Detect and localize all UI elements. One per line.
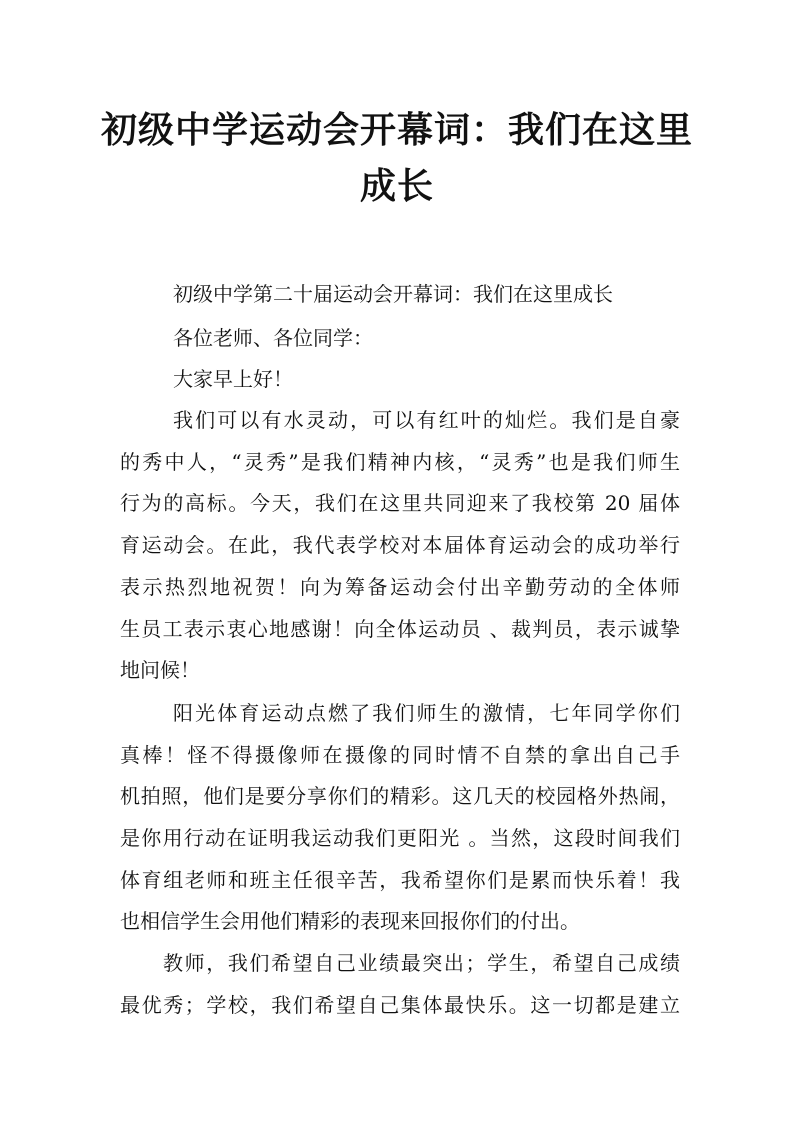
- greeting-line: 大家早上好！: [173, 367, 293, 391]
- paragraph-1-line-6: 生员工表示衷心地感谢！向全体运动员 、裁判员，表示诚挚: [120, 617, 680, 641]
- paragraph-3-line-1: 教师，我们希望自己业绩最突出；学生，希望自己成绩: [163, 951, 680, 975]
- document-title-line-1: 初级中学运动会开幕词：我们在这里: [100, 109, 693, 151]
- paragraph-2-line-4: 是你用行动在证明我运动我们更阳光 。当然，这段时间我们: [120, 826, 680, 850]
- salutation-line: 各位老师、各位同学：: [173, 326, 373, 350]
- paragraph-2-line-1: 阳光体育运动点燃了我们师生的激情，七年同学你们: [173, 701, 680, 725]
- paragraph-2-line-2: 真棒！怪不得摄像师在摄像的同时情不自禁的拿出自己手: [120, 743, 680, 767]
- paragraph-2-line-6: 也相信学生会用他们精彩的表现来回报你们的付出。: [120, 909, 580, 933]
- paragraph-2-line-3: 机拍照，他们是要分享你们的精彩。这几天的校园格外热闹，: [120, 784, 680, 808]
- document-title-line-2: 成长: [359, 165, 434, 207]
- paragraph-1-line-5: 表示热烈地祝贺！向为筹备运动会付出辛勤劳动的全体师: [120, 575, 680, 599]
- paragraph-1-line-4: 育运动会。在此，我代表学校对本届体育运动会的成功举行: [120, 533, 680, 557]
- subtitle-line: 初级中学第二十届运动会开幕词：我们在这里成长: [173, 282, 613, 306]
- paragraph-1-line-2: 的秀中人，“灵秀”是我们精神内核，“灵秀”也是我们师生: [120, 450, 680, 474]
- paragraph-2-line-5: 体育组老师和班主任很辛苦，我希望你们是累而快乐着！我: [120, 868, 680, 892]
- paragraph-1-line-3: 行为的高标。今天，我们在这里共同迎来了我校第 20 届体: [120, 491, 680, 515]
- paragraph-1-line-7: 地问候！: [120, 658, 200, 682]
- paragraph-1-line-1: 我们可以有水灵动，可以有红叶的灿烂。我们是自豪: [173, 408, 680, 432]
- paragraph-3-line-2: 最优秀；学校，我们希望自己集体最快乐。这一切都是建立: [120, 993, 680, 1017]
